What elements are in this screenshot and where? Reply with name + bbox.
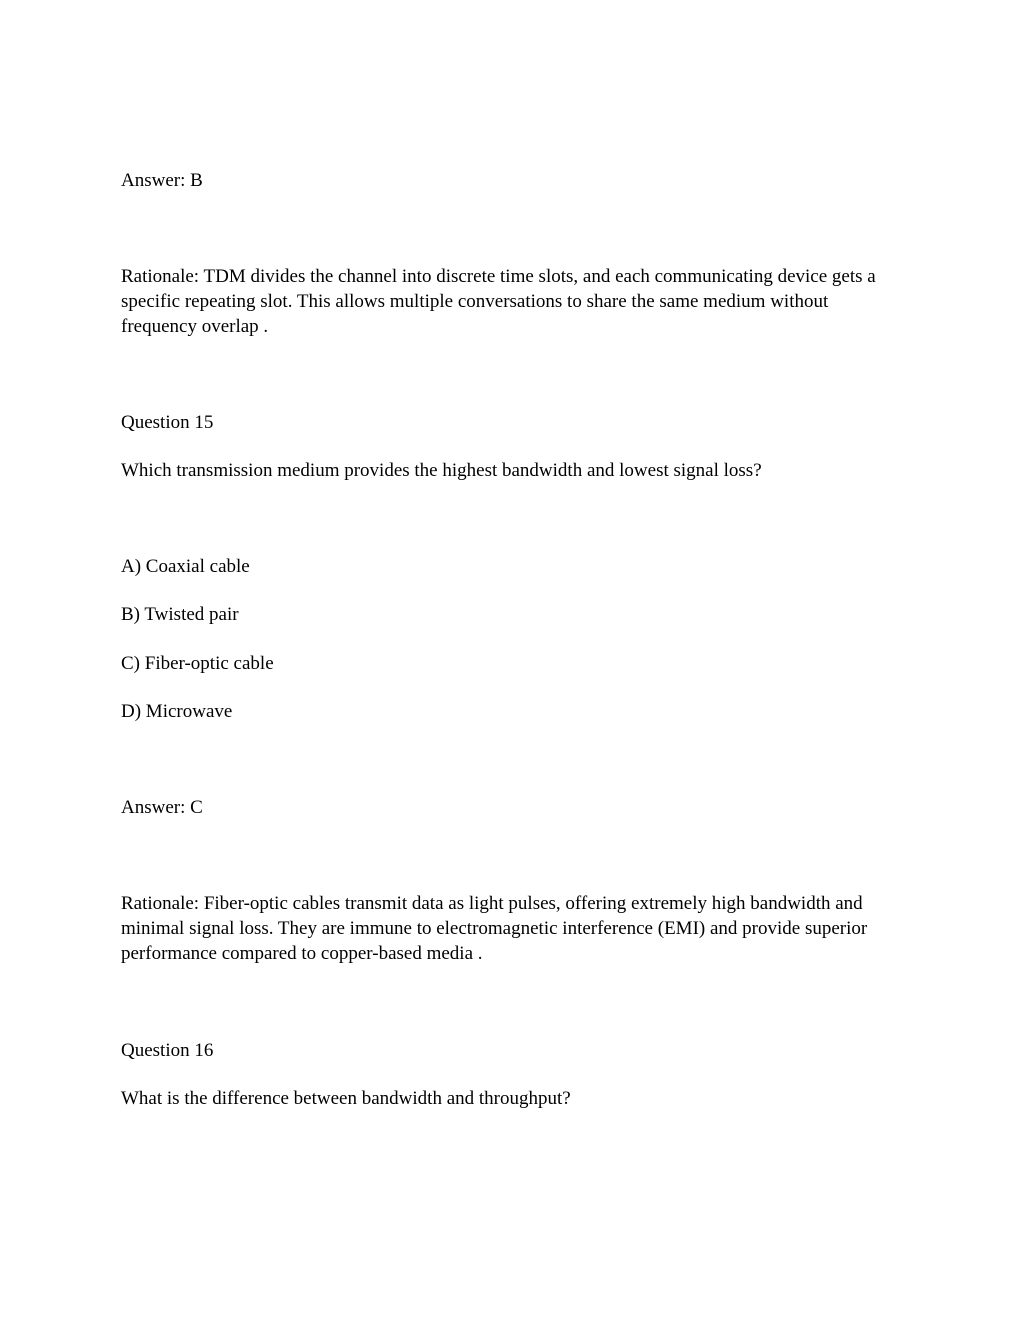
answer-15: Answer: C bbox=[121, 797, 203, 818]
question-15-option-d: D) Microwave bbox=[121, 701, 233, 722]
answer-14: Answer: B bbox=[121, 170, 203, 191]
question-15-option-c: C) Fiber-optic cable bbox=[121, 653, 274, 674]
question-15-option-b: B) Twisted pair bbox=[121, 604, 239, 625]
question-15-text: Which transmission medium provides the highest bandwidth and lowest signal loss? bbox=[121, 460, 762, 481]
question-15-heading: Question 15 bbox=[121, 412, 214, 433]
rationale-15: Rationale: Fiber-optic cables transmit data as light pulses, offering extremely high bandwidth and minimal signal loss. They are immune to electromagnetic interference (EMI) and provide superior performance compared to copper-based media . bbox=[121, 893, 868, 964]
question-16-heading: Question 16 bbox=[121, 1040, 214, 1061]
question-15-option-a: A) Coaxial cable bbox=[121, 556, 250, 577]
rationale-14: Rationale: TDM divides the channel into discrete time slots, and each communicating device gets a specific repeating slot. This allows multiple conversations to share the same medium without frequency overlap . bbox=[121, 266, 876, 337]
question-16-text: What is the difference between bandwidth and throughput? bbox=[121, 1088, 571, 1109]
